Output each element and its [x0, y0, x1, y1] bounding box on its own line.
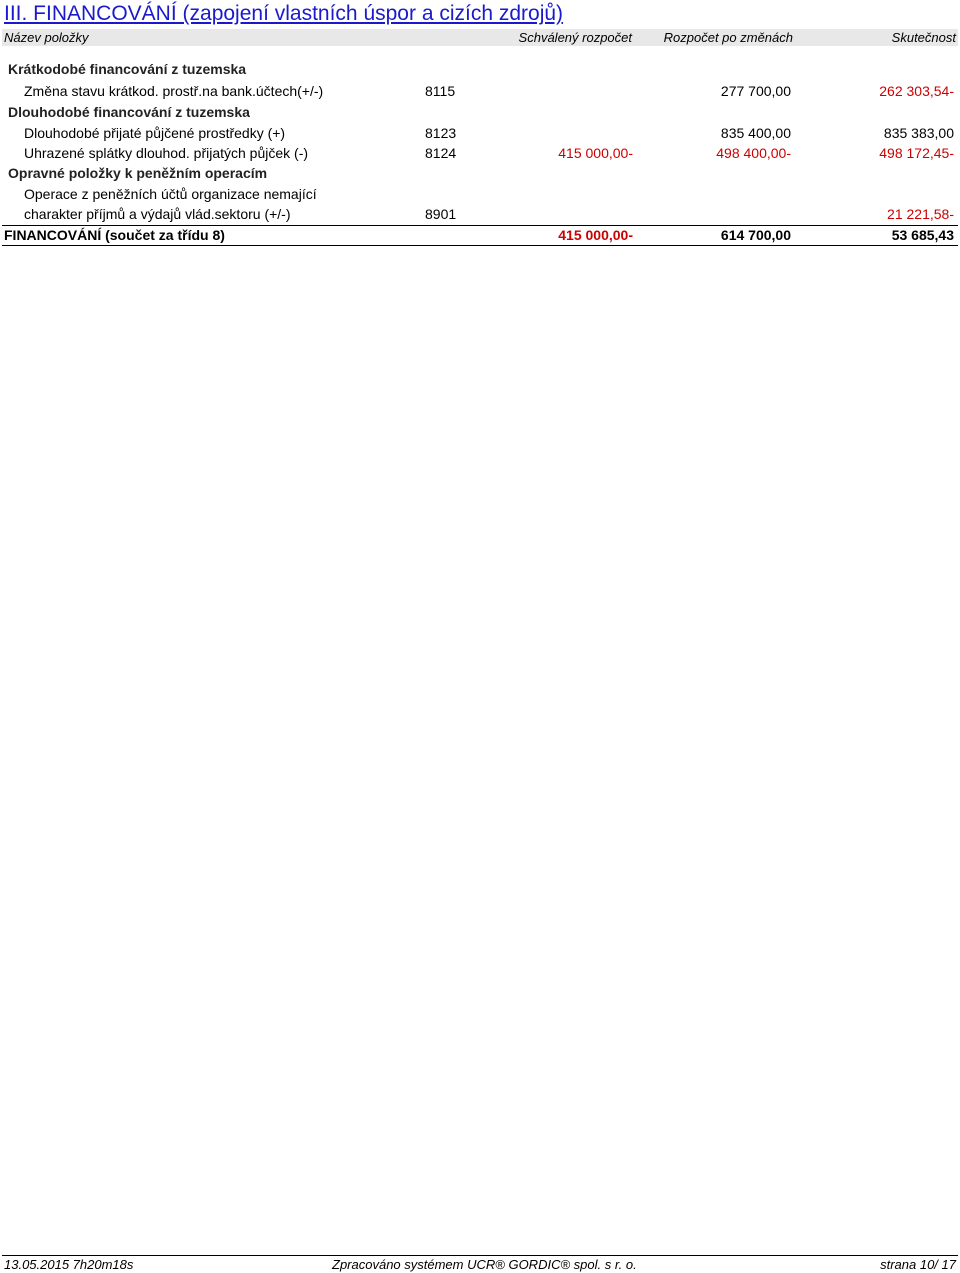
row-label-line2: charakter příjmů a výdajů vlád.sektoru (+/-) [24, 206, 291, 222]
page-footer [2, 1255, 958, 1272]
section-long-term [0, 103, 960, 122]
page-title: III. FINANCOVÁNÍ (zapojení vlastních úspor a cizích zdrojů) [4, 2, 564, 25]
table-row [0, 124, 960, 143]
total-changed: 614 700,00 [720, 227, 791, 243]
row-changed: 277 700,00 [720, 83, 791, 99]
header-budget-after-changes: Rozpočet po změnách [663, 30, 793, 45]
table-row [0, 205, 960, 224]
row-actual: 262 303,54- [879, 83, 954, 99]
total-actual: 53 685,43 [891, 227, 954, 243]
footer-page-number: strana 10/ 17 [880, 1257, 956, 1272]
footer-system: Zpracováno systémem UCR® GORDIC® spol. s r. o. [332, 1257, 637, 1272]
row-actual: 498 172,45- [879, 145, 954, 161]
total-row [2, 225, 958, 246]
section-title: Opravné položky k peněžním operacím [8, 165, 268, 181]
row-actual: 21 221,58- [887, 206, 954, 222]
section-title: Dlouhodobé financování z tuzemska [8, 104, 250, 120]
row-code: 8123 [425, 125, 457, 141]
row-label: Uhrazené splátky dlouhod. přijatých půjček (-) [24, 145, 309, 161]
header-actual: Skutečnost [891, 30, 956, 45]
footer-date: 13.05.2015 7h20m18s [4, 1257, 134, 1272]
table-row-line1 [0, 185, 960, 204]
row-label-line1: Operace z peněžních účtů organizace nemající [24, 186, 317, 202]
row-code: 8124 [425, 145, 457, 161]
row-code: 8901 [425, 206, 457, 222]
section-adjustments [0, 164, 960, 183]
total-approved: 415 000,00- [558, 227, 633, 243]
row-code: 8115 [425, 83, 456, 99]
table-header [2, 29, 958, 46]
row-label: Dlouhodobé přijaté půjčené prostředky (+) [24, 125, 286, 141]
row-actual: 835 383,00 [883, 125, 954, 141]
section-short-term [0, 60, 960, 79]
row-label: Změna stavu krátkod. prostř.na bank.účtech(+/-) [24, 83, 324, 99]
section-title: Krátkodobé financování z tuzemska [8, 61, 247, 77]
header-name: Název položky [4, 30, 89, 45]
row-changed: 835 400,00 [720, 125, 791, 141]
header-approved-budget: Schválený rozpočet [518, 30, 632, 45]
table-row [0, 144, 960, 163]
row-changed: 498 400,00- [716, 145, 791, 161]
row-approved: 415 000,00- [558, 145, 633, 161]
table-row [0, 82, 960, 101]
total-label: FINANCOVÁNÍ (součet za třídu 8) [4, 227, 225, 243]
